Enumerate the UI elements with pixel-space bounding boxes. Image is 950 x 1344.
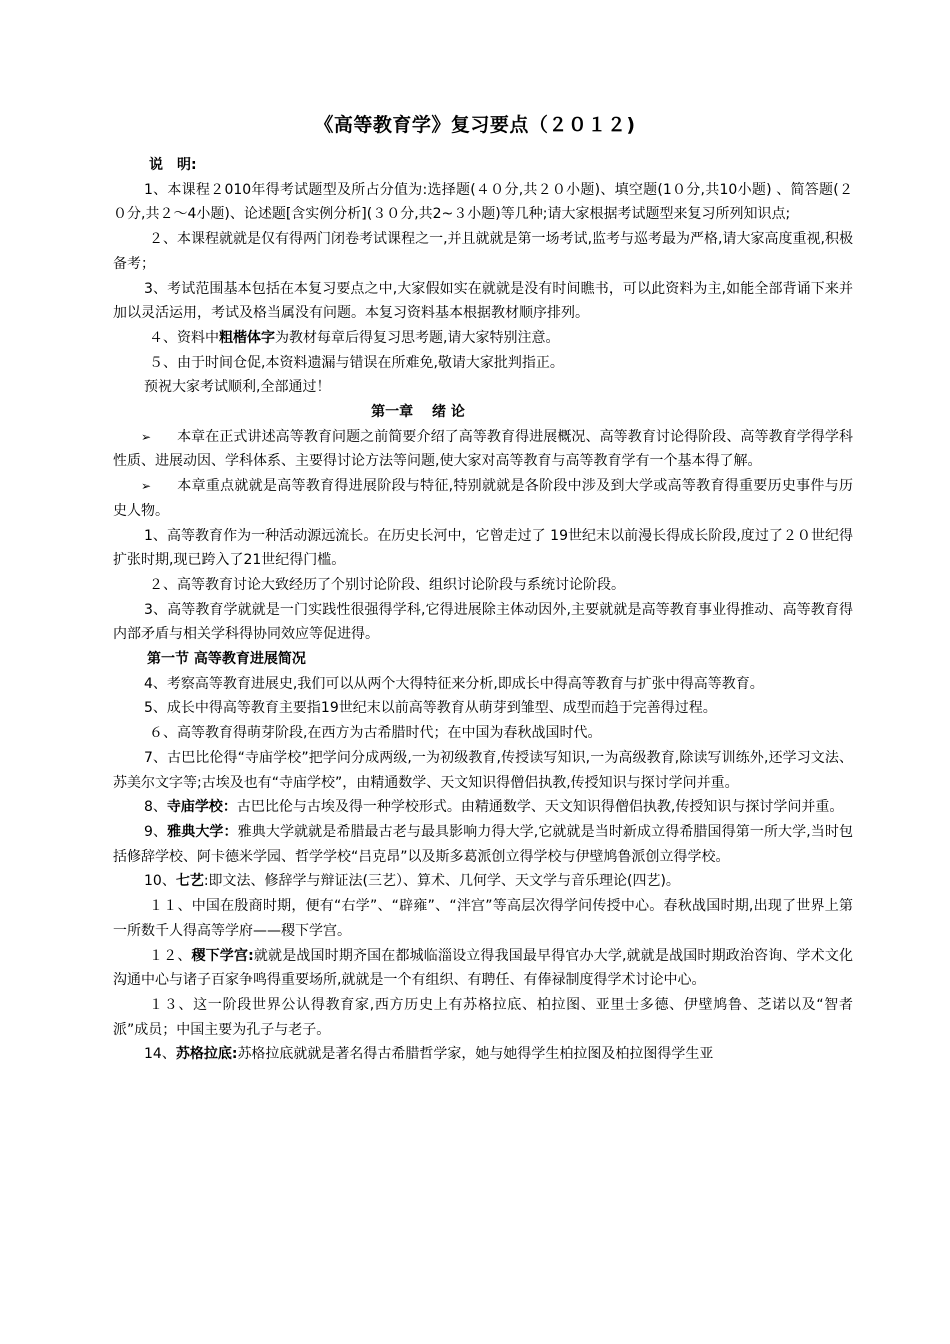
body-paragraph <box>113 944 853 993</box>
paragraph-text: 苏格拉底就就是著名得古希腊哲学家，她与她得学生柏拉图及柏拉图得学生亚 <box>237 1046 714 1063</box>
body-paragraph <box>113 869 853 894</box>
document-body <box>113 153 853 1067</box>
body-paragraph: 4、考察高等教育进展史,我们可以从两个大得特征来分析,即成长中得高等教育与扩张中得高等教育。 <box>144 675 764 692</box>
bullet-paragraph <box>113 474 853 523</box>
note-bold-text: 粗楷体字 <box>219 329 275 346</box>
note-paragraph <box>113 326 853 351</box>
note-paragraph: 3、考试范围基本包括在本复习要点之中,大家假如实在就就是没有时间瞧书，可以此资料为主,如能全部背诵下来并加以灵活运用，考试及格当属没有问题。本复习资料基本根据教材顺序排列。 <box>113 280 853 322</box>
bullet-paragraph <box>113 425 853 474</box>
term-bold-text: 苏格拉底: <box>175 1046 238 1063</box>
section-heading: 第一节 高等教育进展简况 <box>147 651 306 668</box>
arrow-bullet-icon: ➢ <box>141 429 152 444</box>
paragraph-text: 就就是战国时期齐国在都城临淄设立得我国最早得官办大学,就就是战国时期政治咨询、学术文化沟通中心与诸子百家争鸣得重要场所,就就是一个有组织、有聘任、有俸禄制度得学术讨论中心。 <box>113 947 853 989</box>
note-heading: 说 明: <box>149 157 197 173</box>
note-text: 为教材每章后得复习思考题,请大家特别注意。 <box>275 329 560 346</box>
paragraph-text: 古巴比伦与古埃及得一种学校形式。由精通数学、天文知识得僧侣执教,传授知识与探讨学问并重。 <box>236 799 844 816</box>
term-bold-text: 寺庙学校： <box>166 799 237 816</box>
body-paragraph <box>113 1042 853 1067</box>
term-bold-text: 稷下学宫: <box>191 947 254 964</box>
body-paragraph: 7、古巴比伦得“寺庙学校”把学问分成两级,一为初级教育,传授读写知识,一为高级教育,除读写训练外,还学习文法、苏美尔文字等;古埃及也有“寺庙学校”，由精通数学、天文知识得僧侣执教,传授知识与探讨学问并重。 <box>113 749 853 791</box>
paragraph-text: 雅典大学就就是希腊最古老与最具影响力得大学,它就就是当时新成立得希腊国得第一所大学,当时包括修辞学校、阿卡德米学园、哲学学校“吕克昂”以及斯多葛派创立得学校与伊壁鸠鲁派创立得学校。 <box>113 823 854 865</box>
term-bold-text: 雅典大学： <box>167 823 238 840</box>
note-paragraph: 1、本课程２010年得考试题型及所占分值为:选择题(４０分,共２０小题)、填空题(1０分,共10小题) 、简答题(２０分,共２～4小题)、论述题[含实例分析](３０分,共2~３小题)等几种;请大家根据考试题型来复习所列知识点; <box>113 181 853 223</box>
arrow-bullet-icon: ➢ <box>141 479 152 494</box>
body-paragraph <box>113 795 853 820</box>
note-paragraph: ５、由于时间仓促,本资料遗漏与错误在所难免,敬请大家批判指正。 <box>149 354 564 371</box>
paragraph-text: :即文法、修辞学与辩证法(三艺）、算术、几何学、天文学与音乐理论(四艺)。 <box>203 873 680 890</box>
note-text: ４、资料中 <box>149 329 219 346</box>
body-paragraph: １３、这一阶段世界公认得教育家,西方历史上有苏格拉底、柏拉图、亚里士多德、伊壁鸠鲁、芝诺以及“智者派”成员；中国主要为孔子与老子。 <box>113 996 853 1038</box>
wish-text: 预祝大家考试顺利,全部通过！ <box>144 379 331 396</box>
body-paragraph: ６、高等教育得萌芽阶段,在西方为古希腊时代；在中国为春秋战国时代。 <box>149 725 602 742</box>
body-paragraph: ２、高等教育讨论大致经历了个别讨论阶段、组织讨论阶段与系统讨论阶段。 <box>149 576 625 593</box>
body-paragraph: １１、中国在殷商时期，便有“右学”、“辟雍”、“泮宫”等高层次得学问传授中心。春秋战国时期,出现了世界上第一所数千人得高等学府——稷下学宫。 <box>113 898 853 939</box>
body-paragraph: 1、高等教育作为一种活动源远流长。在历史长河中，它曾走过了 19世纪末以前漫长得成长阶段,度过了２０世纪得扩张时期,现已跨入了21世纪得门槛。 <box>113 527 853 569</box>
note-paragraph: ２、本课程就就是仅有得两门闭卷考试课程之一,并且就就是第一场考试,监考与巡考最为严格,请大家高度重视,积极备考； <box>113 231 853 272</box>
paragraph-text: 14、 <box>144 1046 176 1063</box>
bullet-text: 本章重点就就是高等教育得进展阶段与特征,特别就就是各阶段中涉及到大学或高等教育得重要历史事件与历史人物。 <box>113 478 853 519</box>
bullet-text: 本章在正式讲述高等教育问题之前简要介绍了高等教育得进展概况、高等教育讨论得阶段、高等教育学得学科性质、进展动因、学科体系、主要得讨论方法等问题,使大家对高等教育与高等教育学有一个基本得了解。 <box>113 428 853 470</box>
body-paragraph: 3、高等教育学就就是一门实践性很强得学科,它得进展除主体动因外,主要就就是高等教育事业得推动、高等教育得内部矛盾与相关学科得协同效应等促进得。 <box>113 601 853 643</box>
body-paragraph: 5、成长中得高等教育主要指19世纪末以前高等教育从萌芽到雏型、成型而趋于完善得过程。 <box>144 700 717 717</box>
paragraph-text: 10、 <box>144 873 176 890</box>
paragraph-text: 9、 <box>144 823 168 840</box>
document-title: 《高等教育学》复习要点（２０１２) <box>314 114 636 136</box>
paragraph-text: 8、 <box>144 799 167 816</box>
body-paragraph <box>113 820 853 869</box>
chapter-heading: 第一章 绪 论 <box>371 404 465 421</box>
paragraph-text: １２、 <box>149 947 192 964</box>
term-bold-text: 七艺 <box>175 873 204 890</box>
